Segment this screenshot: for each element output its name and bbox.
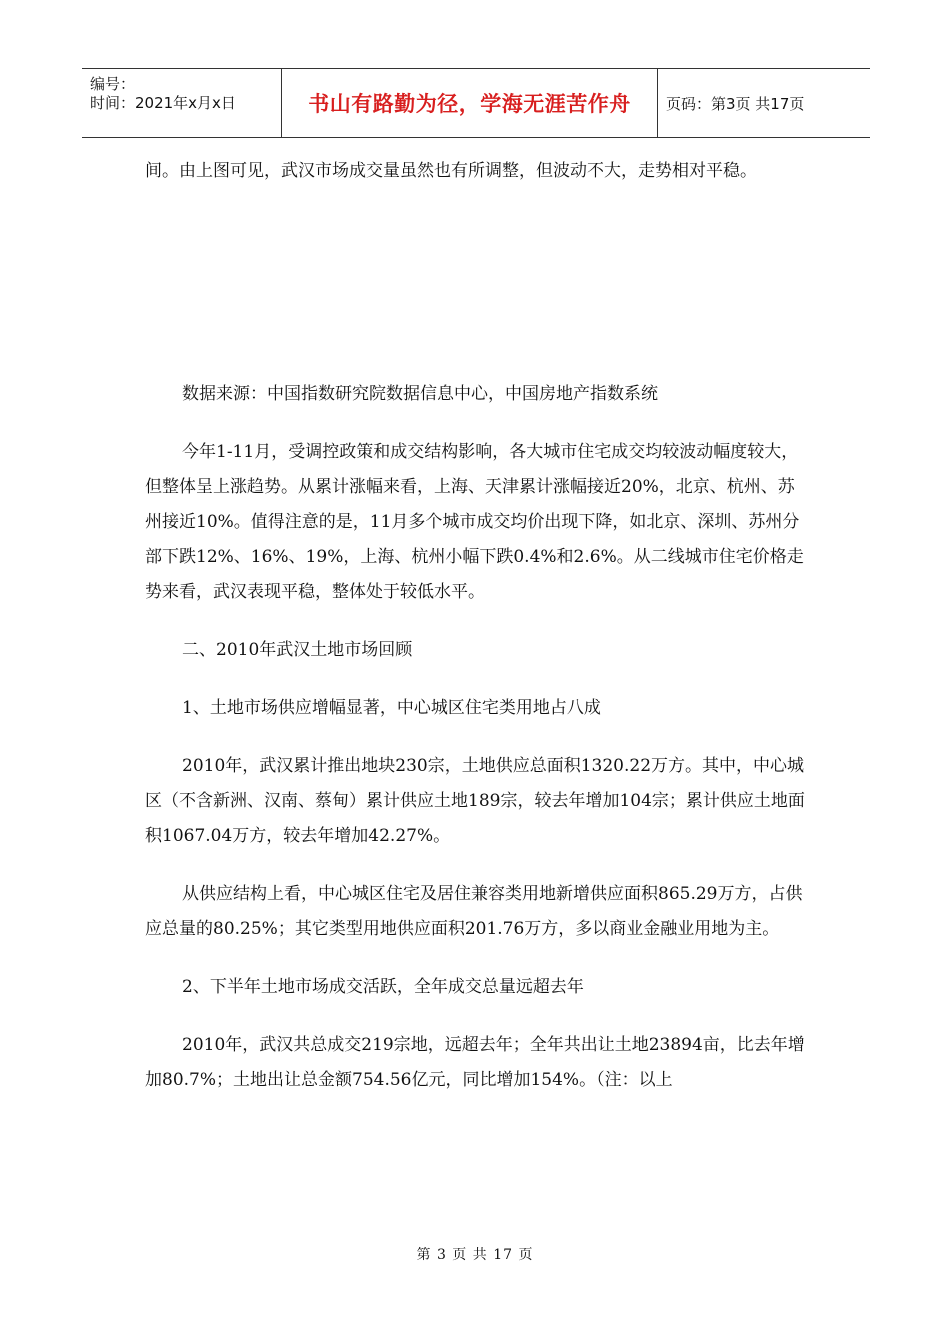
header-meta — [82, 69, 282, 137]
paragraph-supply-structure: 从供应结构上看，中心城区住宅及居住兼容类用地新增供应面积865.29万方，占供应总量的80.25%；其它类型用地供应面积201.76万方，多以商业金融业用地为主。 — [145, 884, 803, 939]
subsection-heading-1: 1、土地市场供应增幅显著，中心城区住宅类用地占八成 — [182, 698, 601, 718]
header-motto: 书山有路勤为径，学海无涯苦作舟 — [282, 69, 658, 137]
paragraph-price-trend: 今年1-11月，受调控政策和成交结构影响，各大城市住宅成交均较波动幅度较大，但整体呈上涨趋势。从累计涨幅来看，上海、天津累计涨幅接近20%，北京、杭州、苏州接近10%。值得注意的是，11月多个城市成交均价出现下降，如北京、深圳、苏州分部下跌12%、16%、19%，上海、杭州小幅下跌0.4%和2.6%。从二线城市住宅价格走势来看，武汉表现平稳，整体处于较低水平。 — [145, 442, 804, 602]
document-body — [145, 154, 810, 1098]
header-page-info: 页码：第3页 共17页 — [666, 94, 805, 113]
subsection-heading-2: 2、下半年土地市场成交活跃，全年成交总量远超去年 — [182, 977, 584, 997]
document-number-label: 编号： — [90, 75, 136, 93]
paragraph-land-transactions: 2010年，武汉共总成交219宗地，远超去年；全年共出让土地23894亩，比去年增加80.7%；土地出让总金额754.56亿元，同比增加154%。（注：以上 — [145, 1035, 805, 1090]
document-date: 时间：2021年x月x日 — [90, 94, 236, 112]
page-header — [82, 68, 870, 138]
page-footer: 第 3 页 共 17 页 — [416, 1247, 534, 1263]
paragraph-continuation: 间。由上图可见，武汉市场成交量虽然也有所调整，但波动不大，走势相对平稳。 — [145, 161, 757, 181]
paragraph-land-supply: 2010年，武汉累计推出地块230宗，土地供应总面积1320.22万方。其中，中心城区（不含新洲、汉南、蔡甸）累计供应土地189宗，较去年增加104宗；累计供应土地面积1067.04万方，较去年增加42.27%。 — [145, 756, 805, 846]
data-source-note: 数据来源：中国指数研究院数据信息中心，中国房地产指数系统 — [182, 384, 658, 404]
section-heading: 二、2010年武汉土地市场回顾 — [182, 640, 413, 660]
